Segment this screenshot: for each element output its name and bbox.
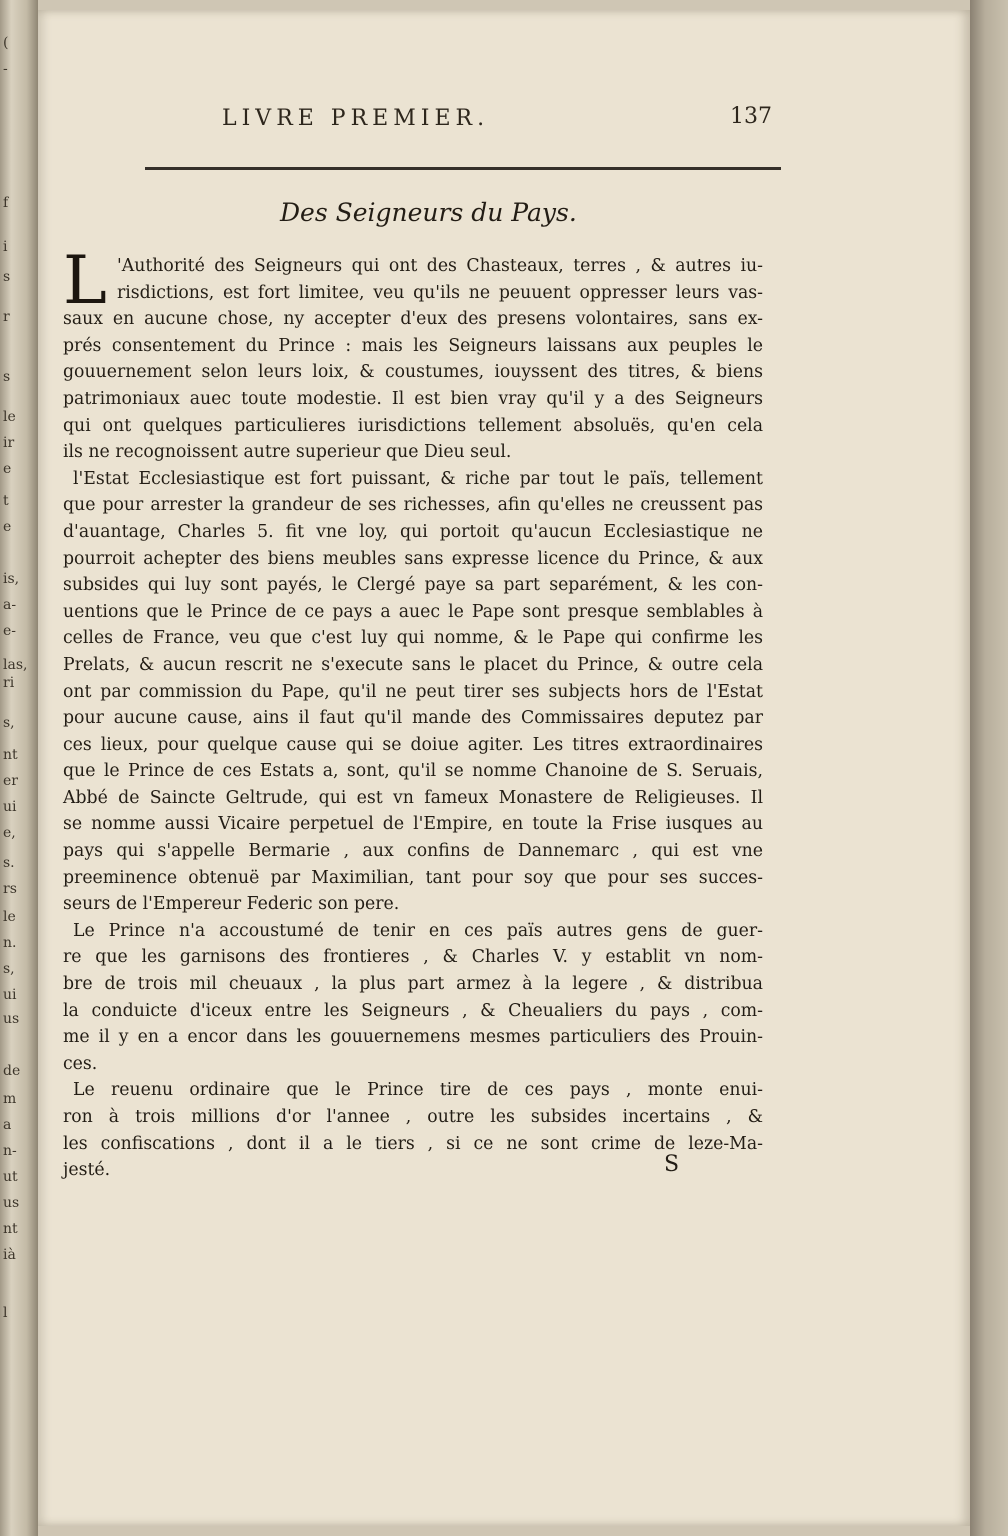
gutter-text-fragment: nt [3, 747, 18, 763]
gutter-text-fragment: ui [3, 987, 17, 1003]
text-line: preeminence obtenuë par Maximilian, tant pour soy que pour ses succes- [63, 867, 763, 888]
gutter-text-fragment: - [3, 61, 8, 77]
facing-page-edge [0, 0, 38, 1536]
text-line: jesté. [63, 1160, 111, 1181]
gutter-text-fragment: i [3, 239, 8, 255]
gutter-text-fragment: e- [3, 623, 17, 639]
header-rule [145, 167, 781, 170]
gutter-text-fragment: e [3, 461, 12, 477]
gutter-text-fragment: f [3, 195, 9, 211]
gutter-text-fragment: s. [3, 855, 15, 871]
gutter-text-fragment: de [3, 1063, 21, 1079]
gutter-text-fragment: ut [3, 1169, 18, 1185]
body-text [63, 242, 763, 1184]
gutter-text-fragment: t [3, 493, 9, 509]
text-line: prés consentement du Prince : mais les Seigneurs laissans aux peuples le [63, 335, 763, 356]
text-line: me il y en a encor dans les gouuernemens mesmes particuliers des Prouin- [63, 1027, 763, 1048]
gutter-text-fragment: r [3, 309, 10, 325]
gutter-text-fragment: ri [3, 675, 15, 691]
gutter-text-fragment: ui [3, 799, 17, 815]
text-line: la conduicte d'iceux entre les Seigneurs , & Cheualiers du pays , com- [63, 1000, 763, 1021]
signature-mark: S [664, 1152, 680, 1177]
text-line: l'Estat Ecclesiastique est fort puissant, & riche par tout le païs, tellement [73, 468, 763, 489]
gutter-text-fragment: er [3, 773, 18, 789]
text-line: 'Authorité des Seigneurs qui ont des Chasteaux, terres , & autres iu- [117, 256, 763, 276]
gutter-text-fragment: a [3, 1117, 12, 1133]
gutter-text-fragment: n- [3, 1143, 17, 1159]
page-fore-edge [970, 0, 1008, 1536]
text-line: ron à trois millions d'or l'annee , outre les subsides incertains , & [63, 1107, 763, 1127]
text-line: bre de trois mil cheuaux , la plus part armez à la legere , & distribua [63, 974, 763, 995]
text-line: pourroit achepter des biens meubles sans expresse licence du Prince, & aux [63, 548, 763, 569]
text-line: re que les garnisons des frontieres , & Charles V. y establit vn nom- [63, 947, 763, 968]
text-line: gouuernement selon leurs loix, & coustumes, iouyssent des titres, & biens [63, 362, 763, 383]
gutter-text-fragment: a- [3, 597, 17, 613]
text-line: uentions que le Prince de ce pays a auec le Pape sont presque semblables à [63, 601, 763, 622]
text-line: ces. [63, 1053, 98, 1074]
text-line: ces lieux, pour quelque cause qui se doiue agiter. Les titres extraordinaires [63, 734, 763, 755]
text-line: patrimoniaux auec toute modestie. Il est bien vray qu'il y a des Seigneurs [63, 388, 763, 409]
text-line: pays qui s'appelle Bermarie , aux confins de Dannemarc , qui est vne [63, 841, 763, 862]
gutter-text-fragment: m [3, 1091, 17, 1107]
text-line: subsides qui luy sont payés, le Clergé paye sa part separément, & les con- [63, 575, 763, 596]
text-line: Abbé de Saincte Geltrude, qui est vn fameux Monastere de Religieuses. Il [63, 787, 763, 808]
gutter-text-fragment: las, [3, 657, 28, 673]
gutter-text-fragment: ir [3, 435, 15, 451]
section-title: Des Seigneurs du Pays. [280, 198, 577, 227]
text-line: que le Prince de ces Estats a, sont, qu'il se nomme Chanoine de S. Seruais, [63, 761, 763, 782]
text-line: d'auantage, Charles 5. fit vne loy, qui portoit qu'aucun Ecclesiastique ne [63, 521, 763, 542]
text-line: les confiscations , dont il a le tiers , si ce ne sont crime de leze-Ma- [63, 1133, 763, 1154]
gutter-text-fragment: l [3, 1305, 8, 1321]
gutter-text-fragment: le [3, 909, 16, 925]
gutter-text-fragment: e, [3, 825, 16, 841]
text-line: Prelats, & aucun rescrit ne s'execute sans le placet du Prince, & outre cela [63, 654, 763, 675]
text-line: ils ne recognoissent autre superieur que Dieu seul. [63, 442, 512, 463]
text-line: pour aucune cause, ains il faut qu'il mande des Commissaires deputez par [63, 708, 763, 729]
text-line: risdictions, est fort limitee, veu qu'ils ne peuuent oppresser leurs vas- [117, 282, 763, 303]
text-line: qui ont quelques particulieres iurisdictions tellement absoluës, qu'en cela [63, 415, 763, 436]
gutter-text-fragment: is, [3, 571, 20, 587]
running-head: LIVRE PREMIER. [222, 106, 490, 131]
gutter-text-fragment: n. [3, 935, 17, 951]
gutter-text-fragment: ià [3, 1247, 16, 1263]
text-line: seurs de l'Empereur Federic son pere. [63, 894, 400, 915]
text-line: Le Prince n'a accoustumé de tenir en ces païs autres gens de guer- [73, 920, 763, 941]
gutter-text-fragment: s, [3, 961, 15, 977]
gutter-text-fragment: le [3, 409, 16, 425]
text-line: saux en aucune chose, ny accepter d'eux des presens volontaires, sans ex- [63, 309, 763, 330]
gutter-text-fragment: us [3, 1195, 20, 1211]
gutter-text-fragment: nt [3, 1221, 18, 1237]
gutter-text-fragment: s [3, 269, 11, 285]
gutter-text-fragment: rs [3, 881, 17, 897]
gutter-text-fragment: s, [3, 715, 15, 731]
gutter-text-fragment: us [3, 1011, 20, 1027]
gutter-text-fragment: s [3, 369, 11, 385]
gutter-text-fragment: e [3, 519, 12, 535]
text-line: Le reuenu ordinaire que le Prince tire de ces pays , monte enui- [73, 1080, 763, 1101]
text-line: celles de France, veu que c'est luy qui nomme, & le Pape qui confirme les [63, 628, 763, 649]
gutter-text-fragment: ( [3, 35, 9, 51]
page-number: 137 [730, 104, 772, 129]
text-line: ont par commission du Pape, qu'il ne peut tirer ses subjects hors de l'Estat [63, 681, 763, 702]
text-line: que pour arrester la grandeur de ses richesses, afin qu'elles ne creussent pas [63, 495, 763, 516]
drop-capital: L [63, 242, 107, 319]
text-line: se nomme aussi Vicaire perpetuel de l'Empire, en toute la Frise iusques au [63, 814, 763, 835]
